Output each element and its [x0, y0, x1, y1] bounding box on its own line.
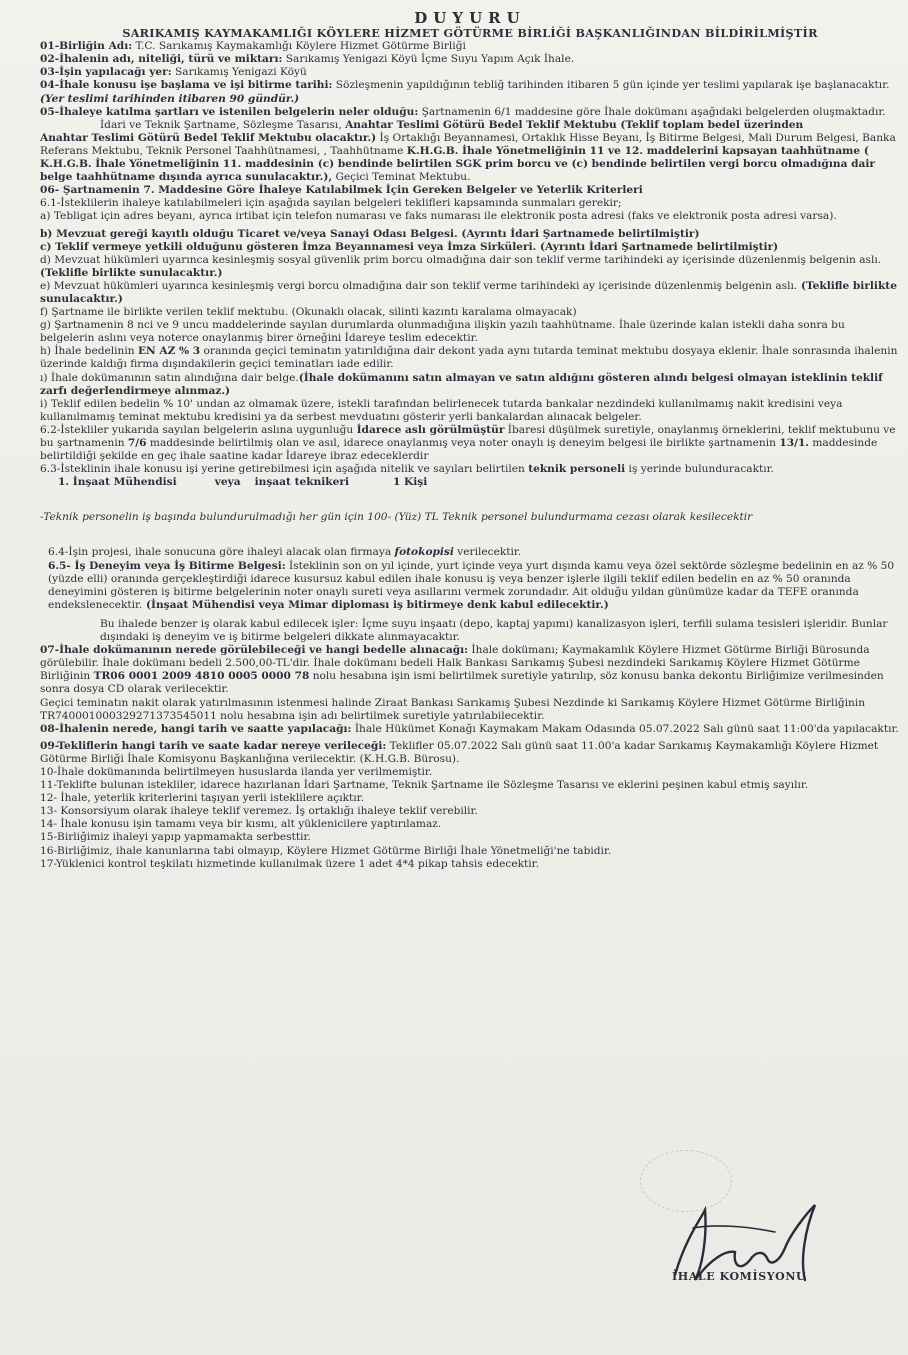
item-h: h) İhale bedelinin EN AZ % 3 oranında geçici teminatın yatırıldığına dair dekont yada aynı tutarda teminat mektubu dosyaya eklenir. İhale sonrasında ihalenin üzerinde kaldığı firma dışındakilerin geçici teminatları iade edilir.: [40, 345, 898, 371]
item-02: 02-İhalenin adı, niteliği, türü ve miktarı: Sarıkamış Yenigazi Köyü İçme Suyu Yapım Açık İhale.: [40, 53, 575, 66]
item-e: e) Mevzuat hükümleri uyarınca kesinleşmiş vergi borcu olmadığına dair son teklif verme tarihindeki ay içerisinde düzenlenmiş belgenin aslı. (Teklifle birlikte sunulacaktır.): [40, 279, 897, 305]
item-d: d) Mevzuat hükümleri uyarınca kesinleşmiş sosyal güvenlik prim borcu olmadığına dair son teklif verme tarihindeki ay içerisinde düzenlenmiş belgenin aslı. (Teklifle birlikte sunulacaktır.): [40, 253, 882, 279]
item-05-documents: İdari ve Teknik Şartname, Sözleşme Tasarısı, Anahtar Teslimi Götürü Bedel Teklif Mektubu (Teklif toplam bedel üzerinden: [100, 118, 804, 131]
item-05-documents-cont: Anahtar Teslimi Götürü Bedel Teklif Mektubu olacaktır.) İş Ortaklığı Beyannamesi, Ortaklık Hisse Beyanı, İş Bitirme Belgesi, Mali Durum Belgesi, Banka Referans Mektubu, Teknik Personel Taahhütnamesi, , Taahhütname K.H.G.B. İhale Yönetmeliğinin 11 ve 12. maddelerini kapsayan taahhütname ( K.H.G.B. İhale Yönetmeliğinin 11. maddesinin (c) bendinde belirtilen SGK prim borcu ve (c) bendinde belirtilen vergi borcu olmadığına dair belge taahhütname dışında ayrıca sunulacaktır.), Geçici Teminat Mektubu.: [40, 131, 896, 184]
item-12: 12- İhale, yeterlik kriterlerini taşıyan yerli isteklilere açıktır.: [40, 792, 364, 805]
item-08: 08-İhalenin nerede, hangi tarih ve saatte yapılacağı: İhale Hükümet Konağı Kaymakam Makam Odasında 05.07.2022 Salı günü saat 11:00'da yapılacaktır.: [40, 722, 899, 735]
item-17: 17-Yüklenici kontrol teşkilatı hizmetinde kullanılmak üzere 1 adet 4*4 pikap tahsis edecektir.: [40, 857, 539, 870]
item-05: 05-İhaleye katılma şartları ve istenilen belgelerin neler olduğu: Şartnamenin 6/1 maddesine göre İhale dokümanı aşağıdaki belgelerden oluşmaktadır.: [40, 105, 886, 118]
item-6-3: 6.3-İsteklinin ihale konusu işi yerine getirebilmesi için aşağıda nitelik ve sayıları belirtilen teknik personeli iş yerinde bulunduracaktır.: [40, 463, 774, 476]
item-6-5: 6.5- İş Deneyim veya İş Bitirme Belgesi: İsteklinin son on yıl içinde, yurt içinde veya yurt dışında kamu veya özel sektörde sözleşme bedelinin en az % 50 (yüzde elli) oranında gerçekleştirdiği idarece kusursuz kabul edilen ihale konusu iş veya benzer işlerle ilgili teklif edilen bedelin en az % 50 oranında deneyimini gösteren iş bitirme belgelerinin noter onaylı sureti veya asıllarını vermek zorundadır. Ait olduğu yıldan günümüze kadar da TEFE oranında endekslenecektir. (İnşaat Mühendisi veya Mimar diploması iş bitirmeye denk kabul edilecektir.): [48, 559, 895, 611]
item-b: b) Mevzuat gereği kayıtlı olduğu Ticaret ve/veya Sanayi Odası Belgesi. (Ayrıntı İdari Şartnamede belirtilmiştir): [40, 227, 700, 240]
item-i-dotless: ı) İhale dokümanının satın alındığına dair belge.(İhale dokümanını satın almayan ve satın aldığını gösteren alındı belgesi olmayan isteklinin teklif zarfı değerlendirmeye alınmaz.): [40, 371, 883, 397]
item-g: g) Şartnamenin 8 nci ve 9 uncu maddelerinde sayılan durumlarda olunmadığına ilişkin yazılı taahhütname. İhale üzerinde kalan istekli daha sonra bu belgelerin aslını veya noterce onaylanmış birer örneğini İdareye teslim edecektir.: [40, 319, 845, 345]
penalty-note: -Teknik personelin iş başında bulundurulmadığı her gün için 100- (Yüz) TL Teknik personel bulundurmama cezası olarak kesilecektir: [40, 511, 753, 524]
item-a: a) Tebligat için adres beyanı, ayrıca irtibat için telefon numarası ve faks numarası ile elektronik posta adresi (faks ve elektronik posta adresi varsa).: [40, 210, 837, 223]
similar-works: Bu ihalede benzer iş olarak kabul edilecek işler: İçme suyu inşaatı (depo, kaptaj yapımı) kanalizasyon işleri, terfili sulama tesisleri işleridir. Bunlar dışındaki iş deneyim ve iş bitirme belgeleri dikkate alınmayacaktır.: [100, 617, 888, 644]
item-6-2: 6.2-İstekliler yukarıda sayılan belgelerin aslına uygunluğu İdarece aslı görülmüştür İbaresi düşülmek suretiyle, onaylanmış örneklerini, teklif mektubunu ve bu şartnamenin 7/6 maddesinde belirtilmiş olan ve asıl, idarece onaylanmış veya noter onaylı iş deneyim belgesi ile birlikte şartnamenin 13/1. maddesinde belirtildiği şekilde en geç ihale saatine kadar İdareye ibraz edeceklerdir: [40, 423, 896, 463]
item-10: 10-İhale dokümanında belirtilmeyen hususlarda ilanda yer verilmemiştir.: [40, 765, 433, 778]
item-i: i) Teklif edilen bedelin % 10' undan az olmamak üzere, istekli tarafından belirlenecek tutarda bankalar nezdindeki kullanılmamış nakit kredisini veya kullanılmamış teminat mektubu kredisini ya da serbest mevduatını gösterir yerli bankalardan alınacak belgeler.: [40, 397, 843, 423]
item-03: 03-İşin yapılacağı yer: Sarıkamış Yenigazi Köyü: [40, 66, 307, 79]
item-04: 04-İhale konusu işe başlama ve işi bitirme tarihi: Sözleşmenin yapıldığının tebliğ tarihinden itibaren 5 gün içinde yer teslimi yapılarak işe başlanacaktır. (Yer teslimi tarihinden itibaren 90 gündür.): [40, 79, 890, 105]
item-6-1: 6.1-İsteklilerin ihaleye katılabilmeleri için aşağıda sayılan belgeleri teklifleri kapsamında sunmaları gerekir;: [40, 197, 622, 210]
item-06: 06- Şartnamenin 7. Maddesine Göre İhaleye Katılabilmek İçin Gereken Belgeler ve Yeterlik Kriterleri: [40, 184, 643, 197]
item-16: 16-Birliğimiz, ihale kanunlarına tabi olmayıp, Köylere Hizmet Götürme Birliği İhale Yönetmeliği'ne tabidir.: [40, 844, 612, 857]
item-6-4: 6.4-İşin projesi, ihale sonucuna göre ihaleyi alacak olan firmaya fotokopisi verilecektir.: [48, 546, 522, 559]
item-07: 07-İhale dokümanının nerede görülebileceği ve hangi bedelle alınacağı: İhale dokümanı; Kaymakamlık Köylere Hizmet Götürme Birliği Bürosunda görülebilir. İhale dokümanı bedeli 2.500,00-TL'dir. İhale dokümanı bedeli Halk Bankası Sarıkamış Şubesi nezdindeki Sarıkamış Köylere Hizmet Götürme Birliğinin TR06 0001 2009 4810 0005 0000 78 nolu hesabına işin ismi belirtilmek suretiyle yatırılıp, söz konusu banka dekontu Birliğimize verilmesinden sonra dosya CD olarak verilecektir.: [40, 644, 884, 696]
staff-requirement: 1. İnşaat Mühendisi veya inşaat teknikeri 1 Kişi: [58, 476, 428, 489]
item-07-cash: Geçici teminatın nakit olarak yatırılmasının istenmesi halinde Ziraat Bankası Sarıkamış Şubesi Nezdinde ki Sarıkamış Köylere Hizmet Götürme Birliğinin TR740001000329271373545011 nolu hesabına işin adı belirtilmek suretiyle yatırılabilecektir.: [40, 696, 866, 722]
item-14: 14- İhale konusu işin tamamı veya bir kısmı, alt yüklenicilere yaptırılamaz.: [40, 818, 442, 831]
item-15: 15-Birliğimiz ihaleyi yapıp yapmamakta serbesttir.: [40, 831, 311, 844]
item-13: 13- Konsorsiyum olarak ihaleye teklif veremez. İş ortaklığı ihaleye teklif verebilir.: [40, 805, 478, 818]
item-f: f) Şartname ile birlikte verilen teklif mektubu. (Okunaklı olacak, silinti kazıntı karalama olmayacak): [40, 306, 577, 319]
item-11: 11-Teklifte bulunan istekliler, idarece hazırlanan İdari Şartname, Teknik Şartname ile Sözleşme Tasarısı ve eklerini peşinen kabul etmiş sayılır.: [40, 779, 809, 792]
tender-commission-signature: İHALE KOMİSYONU: [672, 1270, 807, 1283]
document-title: DUYURU: [414, 9, 526, 27]
item-09: 09-Tekliflerin hangi tarih ve saate kadar nereye verileceği: Teklifler 05.07.2022 Salı günü saat 11.00'a kadar Sarıkamış Kaymakamlığı Köylere Hizmet Götürme Birliği İhale Komisyonu Başkanlığına verilecektir. (K.H.G.B. Bürosu).: [40, 739, 879, 765]
item-c: c) Teklif vermeye yetkili olduğunu gösteren İmza Beyannamesi veya İmza Sirküleri. (Ayrıntı İdari Şartnamede belirtilmiştir): [40, 240, 779, 253]
announcement-body: [40, 9, 900, 871]
issuer-heading: SARIKAMIŞ KAYMAKAMLIĞI KÖYLERE HİZMET GÖTÜRME BİRLİĞİ BAŞKANLIĞINDAN BİLDİRİLMİŞTİR: [122, 26, 818, 41]
item-01: 01-Birliğin Adı: T.C. Sarıkamış Kaymakamlığı Köylere Hizmet Götürme Birliği: [40, 40, 466, 53]
